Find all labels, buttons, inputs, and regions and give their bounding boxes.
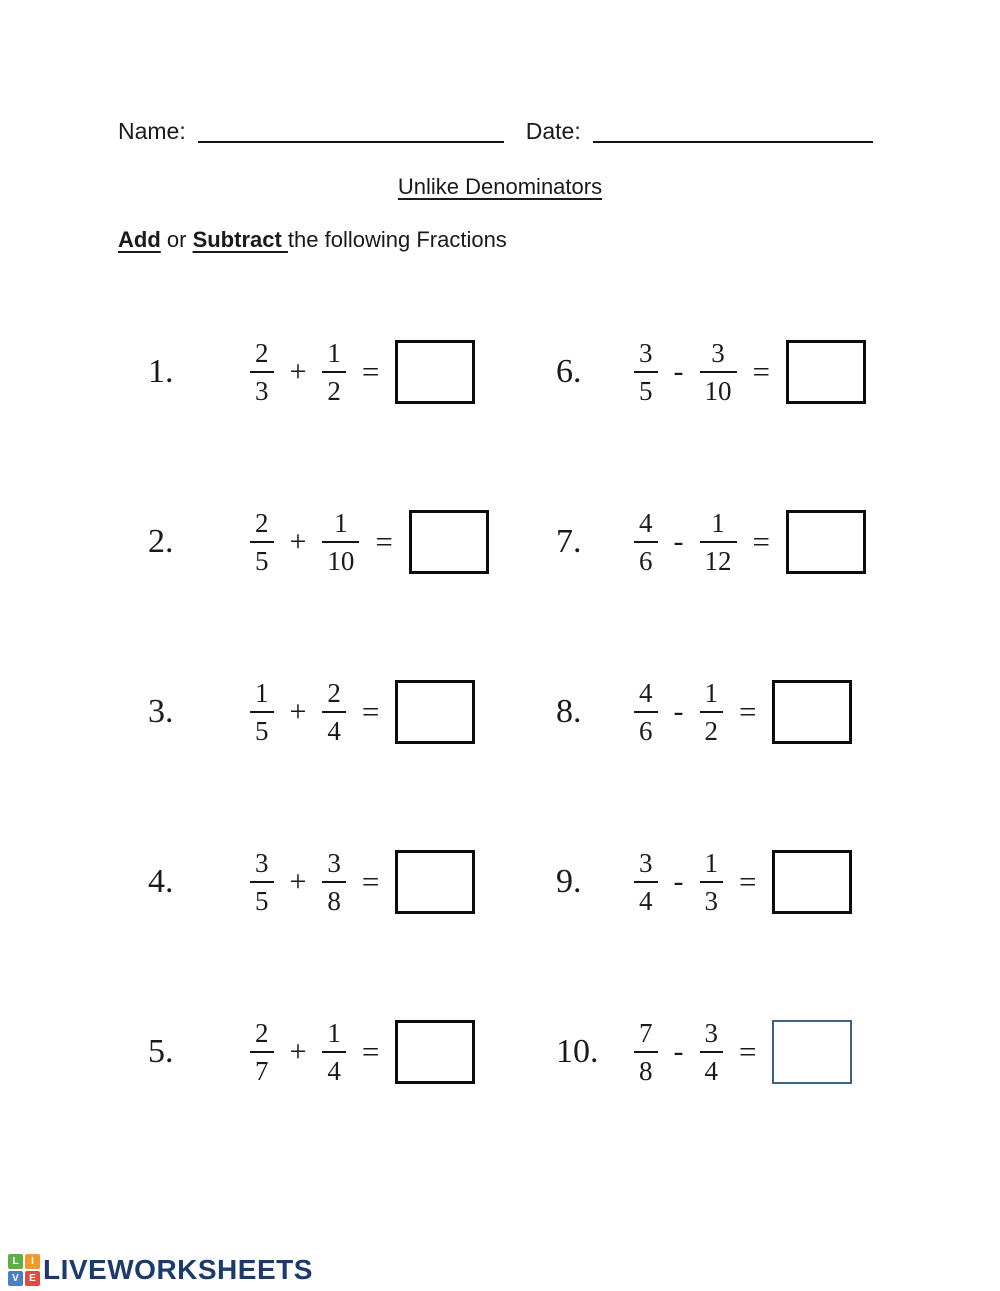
problem-number: 7.	[556, 523, 582, 560]
denominator: 4	[322, 711, 346, 746]
denominator: 8	[634, 1051, 658, 1086]
fraction-second	[700, 848, 724, 916]
numerator: 1	[327, 1017, 341, 1048]
fraction-first	[634, 508, 658, 576]
numerator: 3	[255, 847, 269, 878]
fraction-first	[634, 338, 658, 406]
problem-4	[148, 797, 556, 967]
problem-5	[148, 967, 556, 1137]
date-label: Date:	[525, 118, 581, 144]
operator-sign: +	[289, 695, 307, 728]
equals-sign: =	[361, 354, 380, 389]
denominator: 8	[322, 881, 346, 916]
problem-10	[556, 967, 980, 1137]
instruction-add: Add	[118, 227, 161, 252]
date-blank	[593, 118, 873, 143]
denominator: 3	[250, 371, 274, 406]
equals-sign: =	[361, 694, 380, 729]
problem-number: 5.	[148, 1033, 174, 1070]
answer-box[interactable]	[395, 1020, 475, 1084]
numerator: 2	[255, 337, 269, 368]
numerator: 1	[711, 507, 725, 538]
fraction-first	[250, 338, 274, 406]
fraction-second	[322, 678, 346, 746]
numerator: 1	[704, 677, 718, 708]
problem-number: 2.	[148, 523, 174, 560]
fraction-first	[634, 1018, 658, 1086]
operator-sign: -	[673, 525, 684, 558]
fraction-first	[250, 848, 274, 916]
answer-box[interactable]	[409, 510, 489, 574]
numerator: 4	[639, 507, 653, 538]
denominator: 10	[700, 371, 737, 406]
page-title: Unlike Denominators	[397, 174, 603, 199]
numerator: 2	[327, 677, 341, 708]
answer-box[interactable]	[786, 510, 866, 574]
equals-sign: =	[739, 1034, 757, 1069]
problem-1	[148, 287, 556, 457]
name-date-line	[118, 118, 873, 145]
denominator: 2	[322, 371, 346, 406]
logo-tile-i: I	[25, 1254, 40, 1269]
answer-box[interactable]	[772, 680, 852, 744]
numerator: 1	[327, 337, 341, 368]
name-blank	[198, 118, 504, 143]
operator-sign: -	[673, 695, 684, 728]
liveworksheets-logo	[8, 1254, 313, 1286]
problem-number: 1.	[148, 353, 174, 390]
problem-number: 3.	[148, 693, 174, 730]
answer-box[interactable]	[786, 340, 866, 404]
instruction-rest: the following Fractions	[287, 227, 507, 252]
numerator: 1	[255, 677, 269, 708]
denominator: 5	[634, 371, 658, 406]
answer-box[interactable]	[395, 680, 475, 744]
instruction-line	[118, 227, 507, 253]
denominator: 4	[322, 1051, 346, 1086]
denominator: 5	[250, 711, 274, 746]
answer-box-active[interactable]	[772, 1020, 852, 1084]
denominator: 2	[700, 711, 724, 746]
numerator: 4	[639, 677, 653, 708]
problem-number: 9.	[556, 863, 582, 900]
fraction-second	[322, 1018, 346, 1086]
operator-sign: +	[289, 865, 307, 898]
instruction-or: or	[160, 227, 193, 252]
name-label: Name:	[118, 118, 186, 144]
equals-sign: =	[361, 1034, 380, 1069]
logo-text: LIVEWORKSHEETS	[43, 1254, 313, 1285]
fraction-first	[250, 678, 274, 746]
numerator: 2	[255, 507, 269, 538]
equals-sign: =	[375, 524, 393, 559]
answer-box[interactable]	[395, 850, 475, 914]
numerator: 7	[639, 1017, 653, 1048]
problem-7	[556, 457, 980, 627]
liveworksheets-logo-icon	[8, 1254, 40, 1286]
problem-8	[556, 627, 980, 797]
equals-sign: =	[752, 524, 770, 559]
fraction-first	[634, 678, 658, 746]
numerator: 3	[639, 847, 653, 878]
problem-3	[148, 627, 556, 797]
fraction-second	[322, 338, 346, 406]
equals-sign: =	[739, 694, 757, 729]
numerator: 3	[711, 337, 725, 368]
instruction-subtract: Subtract	[192, 227, 288, 252]
problem-6	[556, 287, 980, 457]
fraction-second	[700, 678, 724, 746]
denominator: 4	[634, 881, 658, 916]
answer-box[interactable]	[772, 850, 852, 914]
denominator: 12	[700, 541, 737, 576]
denominator: 3	[700, 881, 724, 916]
fraction-first	[250, 508, 274, 576]
problem-2	[148, 457, 556, 627]
operator-sign: -	[673, 1035, 684, 1068]
denominator: 6	[634, 711, 658, 746]
numerator: 2	[255, 1017, 269, 1048]
logo-tile-e: E	[25, 1271, 40, 1286]
problems-grid	[148, 287, 980, 1137]
fraction-second	[322, 848, 346, 916]
numerator: 3	[327, 847, 341, 878]
numerator: 3	[639, 337, 653, 368]
fraction-first	[250, 1018, 274, 1086]
operator-sign: +	[289, 1035, 307, 1068]
denominator: 5	[250, 541, 274, 576]
fraction-second	[700, 508, 737, 576]
numerator: 3	[704, 1017, 718, 1048]
numerator: 1	[334, 507, 348, 538]
denominator: 5	[250, 881, 274, 916]
operator-sign: +	[289, 525, 307, 558]
problem-number: 8.	[556, 693, 582, 730]
logo-tile-l: L	[8, 1254, 23, 1269]
problem-number: 10.	[556, 1033, 599, 1070]
fraction-second	[700, 1018, 724, 1086]
fraction-second	[700, 338, 737, 406]
logo-tile-v: V	[8, 1271, 23, 1286]
denominator: 7	[250, 1051, 274, 1086]
operator-sign: -	[673, 355, 684, 388]
equals-sign: =	[739, 864, 757, 899]
fraction-first	[634, 848, 658, 916]
answer-box[interactable]	[395, 340, 475, 404]
operator-sign: -	[673, 865, 684, 898]
denominator: 10	[322, 541, 359, 576]
equals-sign: =	[752, 354, 770, 389]
denominator: 4	[700, 1051, 724, 1086]
equals-sign: =	[361, 864, 380, 899]
numerator: 1	[704, 847, 718, 878]
problem-number: 4.	[148, 863, 174, 900]
fraction-second	[322, 508, 359, 576]
problem-9	[556, 797, 980, 967]
denominator: 6	[634, 541, 658, 576]
problem-number: 6.	[556, 353, 582, 390]
operator-sign: +	[289, 355, 307, 388]
